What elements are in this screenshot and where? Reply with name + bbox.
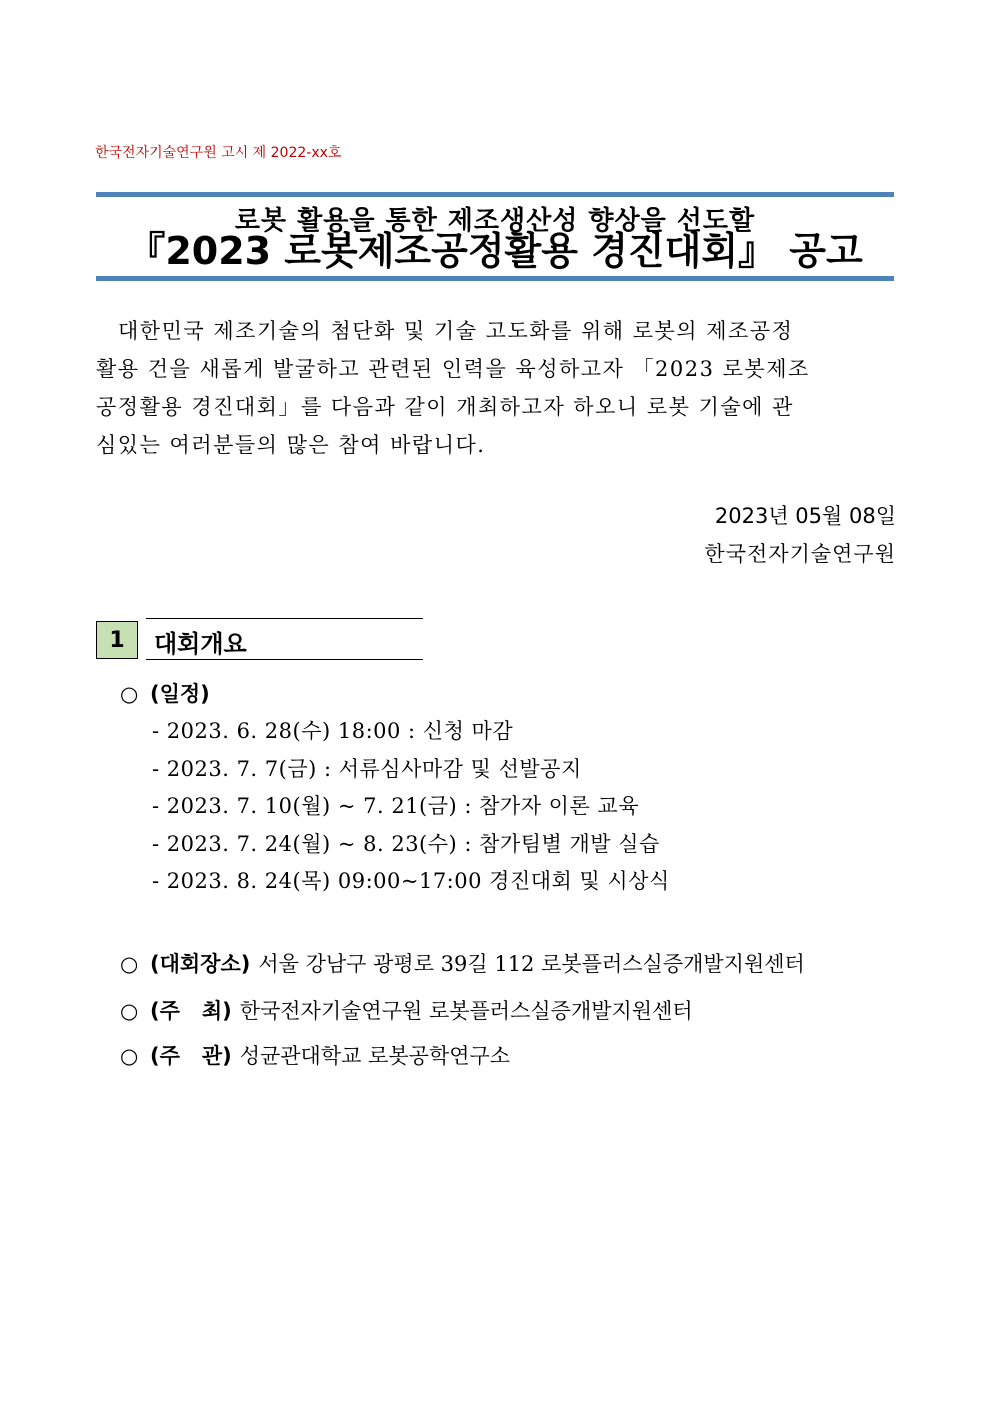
announcement-date: 2023년 05월 08일 bbox=[714, 504, 896, 528]
intro-paragraph bbox=[96, 312, 896, 464]
section-title: 대회개요 bbox=[154, 630, 247, 658]
intro-line: 심있는 여러분들의 많은 참여 바랍니다. bbox=[96, 433, 486, 457]
schedule-heading bbox=[120, 678, 218, 708]
host-label: (주 최) bbox=[150, 999, 232, 1023]
organizer-value: 성균관대학교 로봇공학연구소 bbox=[239, 1044, 511, 1068]
intro-line: 활용 건을 새롭게 발굴하고 관련된 인력을 육성하고자 「2023 로봇제조 bbox=[96, 357, 810, 381]
schedule-item: - 2023. 7. 24(월) ~ 8. 23(수) : 참가팀별 개발 실습 bbox=[152, 831, 660, 856]
schedule-item: - 2023. 6. 28(수) 18:00 : 신청 마감 bbox=[152, 719, 514, 743]
schedule-item: - 2023. 7. 10(월) ~ 7. 21(금) : 참가자 이론 교육 bbox=[152, 794, 639, 818]
venue-value: 서울 강남구 광평로 39길 112 로봇플러스실증개발지원센터 bbox=[258, 952, 805, 976]
host-value: 한국전자기술연구원 로봇플러스실증개발지원센터 bbox=[239, 999, 693, 1023]
bullet-circle: ○ bbox=[120, 682, 139, 706]
section-number-box: 1 bbox=[96, 621, 138, 659]
bullet-circle: ○ bbox=[120, 999, 139, 1023]
title-rule-top bbox=[96, 192, 894, 197]
organizer-row bbox=[120, 1040, 510, 1070]
intro-line: 공정활용 경진대회」를 다음과 같이 개최하고자 하오니 로봇 기술에 관 bbox=[96, 395, 794, 419]
intro-line: 대한민국 제조기술의 첨단화 및 기술 고도화를 위해 로봇의 제조공정 bbox=[118, 319, 794, 343]
section-line-top bbox=[146, 618, 423, 619]
document-title: 『2023 로봇제조공정활용 경진대회』 공고 bbox=[127, 229, 863, 273]
schedule-item: - 2023. 8. 24(목) 09:00~17:00 경진대회 및 시상식 bbox=[152, 869, 670, 893]
schedule-item: - 2023. 7. 7(금) : 서류심사마감 및 선발공지 bbox=[152, 756, 582, 781]
bullet-circle: ○ bbox=[120, 952, 139, 976]
issuing-organization: 한국전자기술연구원 bbox=[704, 542, 896, 566]
venue-label: (대회장소) bbox=[150, 952, 251, 976]
venue-row bbox=[120, 948, 805, 978]
schedule-label: (일정) bbox=[150, 682, 210, 706]
section-line-bottom bbox=[146, 659, 423, 660]
title-rule-bottom bbox=[96, 276, 894, 281]
schedule-list bbox=[152, 713, 670, 901]
bullet-circle: ○ bbox=[120, 1044, 139, 1068]
organizer-label: (주 관) bbox=[150, 1044, 232, 1068]
notice-number: 한국전자기술연구원 고시 제 2022-xx호 bbox=[95, 145, 342, 161]
host-row bbox=[120, 995, 693, 1025]
document-subtitle: 로봇 활용을 통한 제조생산성 향상을 선도할 bbox=[234, 206, 756, 236]
